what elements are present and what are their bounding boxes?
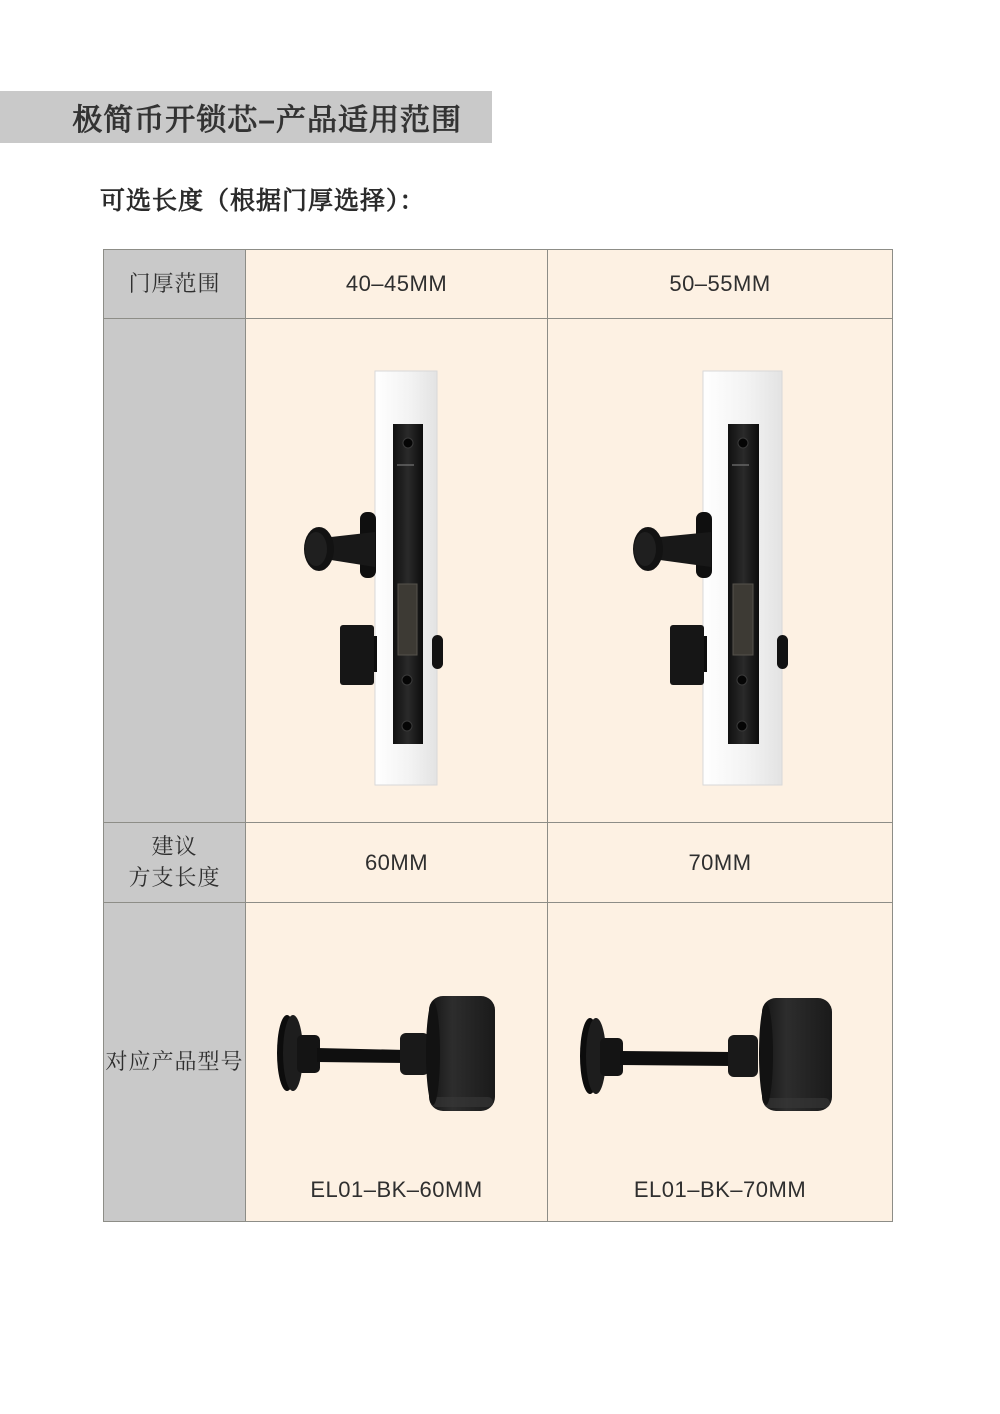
suggested-length-value-right: 70MM	[688, 849, 752, 875]
product-model-right: EL01–BK–70MM	[633, 1177, 807, 1202]
cell-door-thickness-label	[104, 250, 246, 319]
cell-product-left	[246, 903, 548, 1221]
door-thickness-value-left: 40–45MM	[345, 271, 448, 296]
cell-lock-image-right	[548, 319, 892, 823]
product-model-label: 对应产品型号	[105, 1048, 244, 1074]
spec-table	[103, 249, 893, 1222]
cell-door-thickness-40-45	[246, 250, 548, 319]
header-bar	[0, 91, 492, 143]
cell-suggested-length-70	[548, 823, 892, 903]
suggested-length-label-line1: 建议	[151, 833, 198, 859]
cell-product-model-label	[104, 903, 246, 1221]
door-thickness-value-right: 50–55MM	[669, 271, 771, 296]
cylinder-knob-image-right	[570, 981, 870, 1141]
subtitle: 可选长度（根据门厚选择）：	[100, 187, 426, 215]
cylinder-knob-image-left	[257, 981, 537, 1141]
door-thickness-label: 门厚范围	[128, 270, 221, 296]
mortise-lock-side-image-left	[287, 363, 507, 803]
cell-product-right	[548, 903, 892, 1221]
cell-image-row-label-empty	[104, 319, 246, 823]
cell-suggested-length-label	[104, 823, 246, 903]
cell-door-thickness-50-55	[548, 250, 892, 319]
page-title: 极简币开锁芯–产品适用范围	[72, 104, 462, 137]
cell-suggested-length-60	[246, 823, 548, 903]
suggested-length-label-line2: 方支长度	[128, 864, 221, 890]
mortise-lock-side-image-right	[610, 363, 830, 803]
cell-lock-image-left	[246, 319, 548, 823]
product-model-left: EL01–BK–60MM	[310, 1177, 483, 1202]
suggested-length-value-left: 60MM	[364, 849, 429, 875]
